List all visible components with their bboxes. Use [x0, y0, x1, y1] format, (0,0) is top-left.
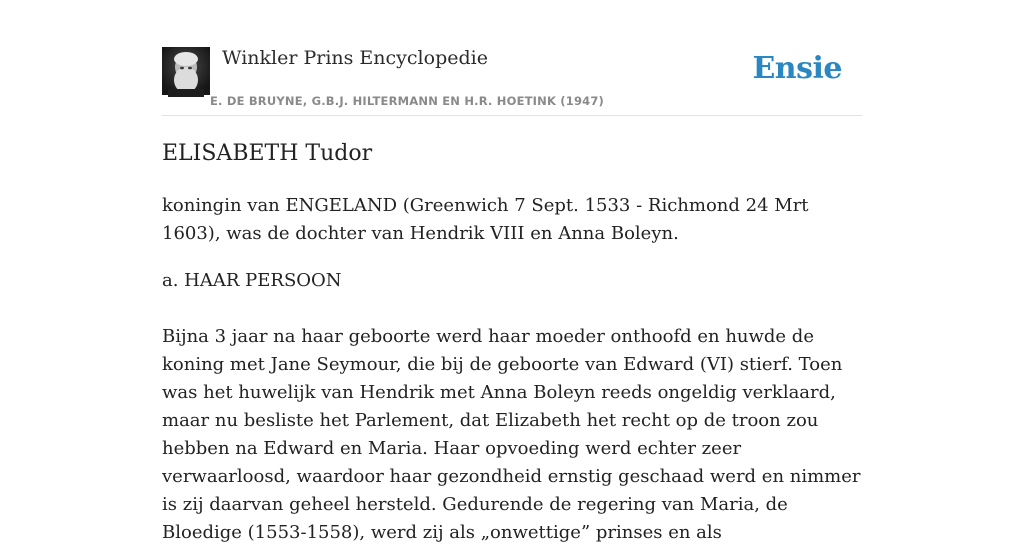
publication-authors: E. DE BRUYNE, G.B.J. HILTERMANN EN H.R. HOETINK (1947) — [210, 94, 605, 108]
portrait-photo-icon — [162, 47, 210, 95]
article-title: ELISABETH Tudor — [162, 141, 373, 166]
author-avatar[interactable] — [162, 47, 210, 95]
publication-title[interactable]: Winkler Prins Encyclopedie — [222, 47, 488, 69]
section-heading: a. HAAR PERSOON — [162, 270, 342, 291]
article-intro: koningin van ENGELAND (Greenwich 7 Sept. 1533 - Richmond 24 Mrt 1603), was de dochter van Hendrik VIII en Anna Boleyn. — [162, 195, 809, 244]
article-body-paragraph: Bijna 3 jaar na haar geboorte werd haar moeder onthoofd en huwde de koning met Jane Seymour, die bij de geboorte van Edward (VI) stierf. Toen was het huwelijk van Hendrik met Anna Boleyn reeds ongeldig verklaard, maar nu besliste het Parlement, dat Elizabeth het recht op de troon zou hebben na Edward en Maria. Haar opvoeding werd echter zeer verwaarloosd, waardoor haar gezondheid ernstig geschaad werd en nimmer is zij daarvan geheel hersteld. Gedurende de regering van Maria, de Bloedige (1553-1558), werd zij als „onwettige” prinses en als — [162, 326, 861, 543]
brand-logo-link[interactable]: Ensie — [752, 51, 842, 86]
article-content — [162, 139, 862, 547]
header — [162, 0, 862, 116]
page — [162, 0, 862, 543]
